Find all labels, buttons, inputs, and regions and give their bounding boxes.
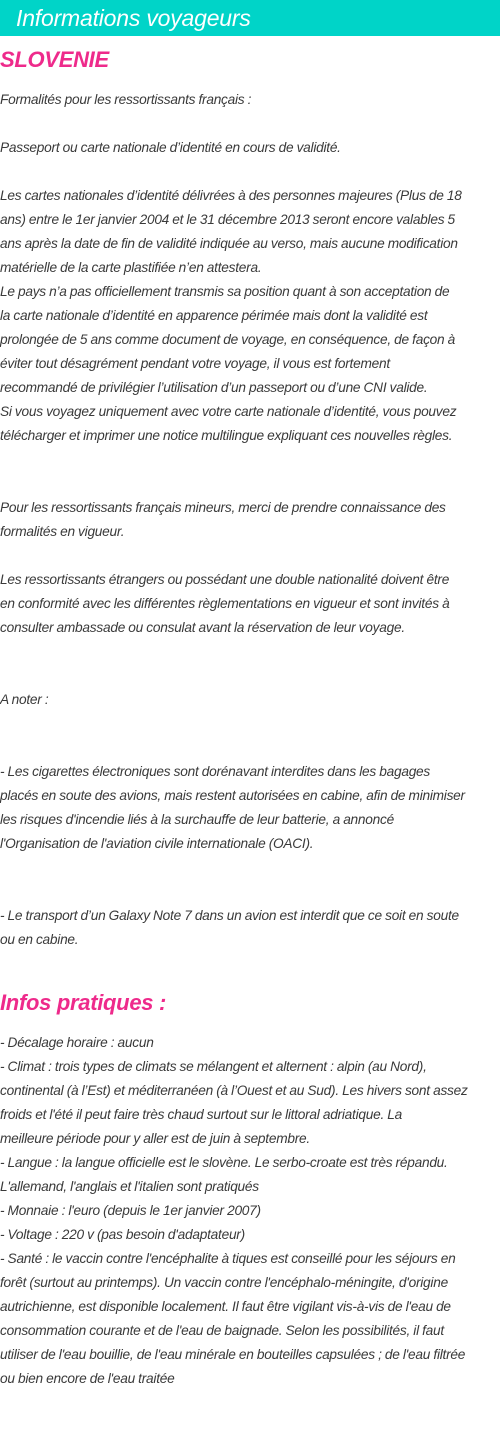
text-line: consommation courante et de l'eau de baignade. Selon les possibilités, il faut [0,1323,444,1338]
text-line: Les cartes nationales d’identité délivrées à des personnes majeures (Plus de 18 [0,188,462,203]
text-line: télécharger et imprimer une notice multilingue expliquant ces nouvelles règles. [0,428,453,443]
text-line: ou bien encore de l'eau traitée [0,1371,175,1386]
galaxy-note [0,904,500,952]
text-line: - Décalage horaire : aucun [0,1035,154,1050]
text-line: continental (à l’Est) et méditerranéen (à l’Ouest et au Sud). Les hivers sont assez [0,1083,468,1098]
text-line: - Voltage : 220 v (pas besoin d'adaptateur) [0,1227,245,1242]
infos-pratiques-heading: Infos pratiques : [0,990,167,1015]
text-line: - Climat : trois types de climats se mélangent et alternent : alpin (au Nord), [0,1059,427,1074]
passport-requirement [0,136,500,160]
text-line: A noter : [0,692,49,707]
a-noter-label [0,688,500,712]
text-line: prolongée de 5 ans comme document de voyage, en conséquence, de façon à [0,332,455,347]
text-line: ans) entre le 1er janvier 2004 et le 31 décembre 2013 seront encore valables 5 [0,212,455,227]
text-line: autrichienne, est disponible localement. Il faut être vigilant vis-à-vis de l'eau de [0,1299,451,1314]
text-line: en conformité avec les différentes règlementations en vigueur et sont invités à [0,596,450,611]
text-line: matérielle de la carte plastifiée n’en attestera. [0,260,262,275]
header-banner [0,0,500,36]
text-line: placés en soute des avions, mais restent autorisées en cabine, afin de minimiser [0,788,465,803]
cigarettes-note [0,760,500,856]
text-line: consulter ambassade ou consulat avant la réservation de leur voyage. [0,620,405,635]
text-line: la carte nationale d’identité en apparence périmée mais dont la validité est [0,308,428,323]
text-line: Formalités pour les ressortissants français : [0,92,252,107]
text-line: Passeport ou carte nationale d’identité en cours de validité. [0,140,341,155]
text-line: les risques d'incendie liés à la surchauffe de leur batterie, a annoncé [0,812,394,827]
text-line: Pour les ressortissants français mineurs, merci de prendre connaissance des [0,500,446,515]
text-line: forêt (surtout au printemps). Un vaccin contre l'encéphalo-méningite, d'origine [0,1275,448,1290]
cni-validity-paragraph [0,184,500,448]
text-line: meilleure période pour y aller est de juin à septembre. [0,1131,310,1146]
text-line: formalités en vigueur. [0,524,125,539]
text-line: - Langue : la langue officielle est le slovène. Le serbo-croate est très répandu. [0,1155,448,1170]
text-line: Les ressortissants étrangers ou possédant une double nationalité doivent être [0,572,450,587]
text-line: ans après la date de fin de validité indiquée au verso, mais aucune modification [0,236,458,251]
country-heading: SLOVENIE [0,47,109,72]
text-line: Si vous voyagez uniquement avec votre carte nationale d’identité, vous pouvez [0,404,457,419]
text-line: utiliser de l'eau bouillie, de l'eau minérale en bouteilles capsulées ; de l'eau filtrée [0,1347,466,1362]
text-line: L'allemand, l'anglais et l'italien sont pratiqués [0,1179,259,1194]
text-line: ou en cabine. [0,932,79,947]
text-line: - Les cigarettes électroniques sont dorénavant interdites dans les bagages [0,764,431,779]
text-line: éviter tout désagrément pendant votre voyage, il vous est fortement [0,356,390,371]
text-line: - Monnaie : l'euro (depuis le 1er janvier 2007) [0,1203,261,1218]
text-line: - Le transport d’un Galaxy Note 7 dans un avion est interdit que ce soit en soute [0,908,459,923]
page-title: Informations voyageurs [16,5,251,31]
infos-pratiques-list [0,1031,500,1391]
mineurs-paragraph [0,496,500,544]
text-line: recommandé de privilégier l’utilisation d’un passeport ou d’une CNI valide. [0,380,428,395]
text-line: l'Organisation de l'aviation civile internationale (OACI). [0,836,314,851]
text-line: - Santé : le vaccin contre l'encéphalite à tiques est conseillé pour les séjours en [0,1251,456,1266]
etrangers-paragraph [0,568,500,640]
text-line: Le pays n’a pas officiellement transmis sa position quant à son acceptation de [0,284,450,299]
text-line: froids et l'été il peut faire très chaud surtout sur le littoral adriatique. La [0,1107,402,1122]
formalites-intro [0,88,500,112]
